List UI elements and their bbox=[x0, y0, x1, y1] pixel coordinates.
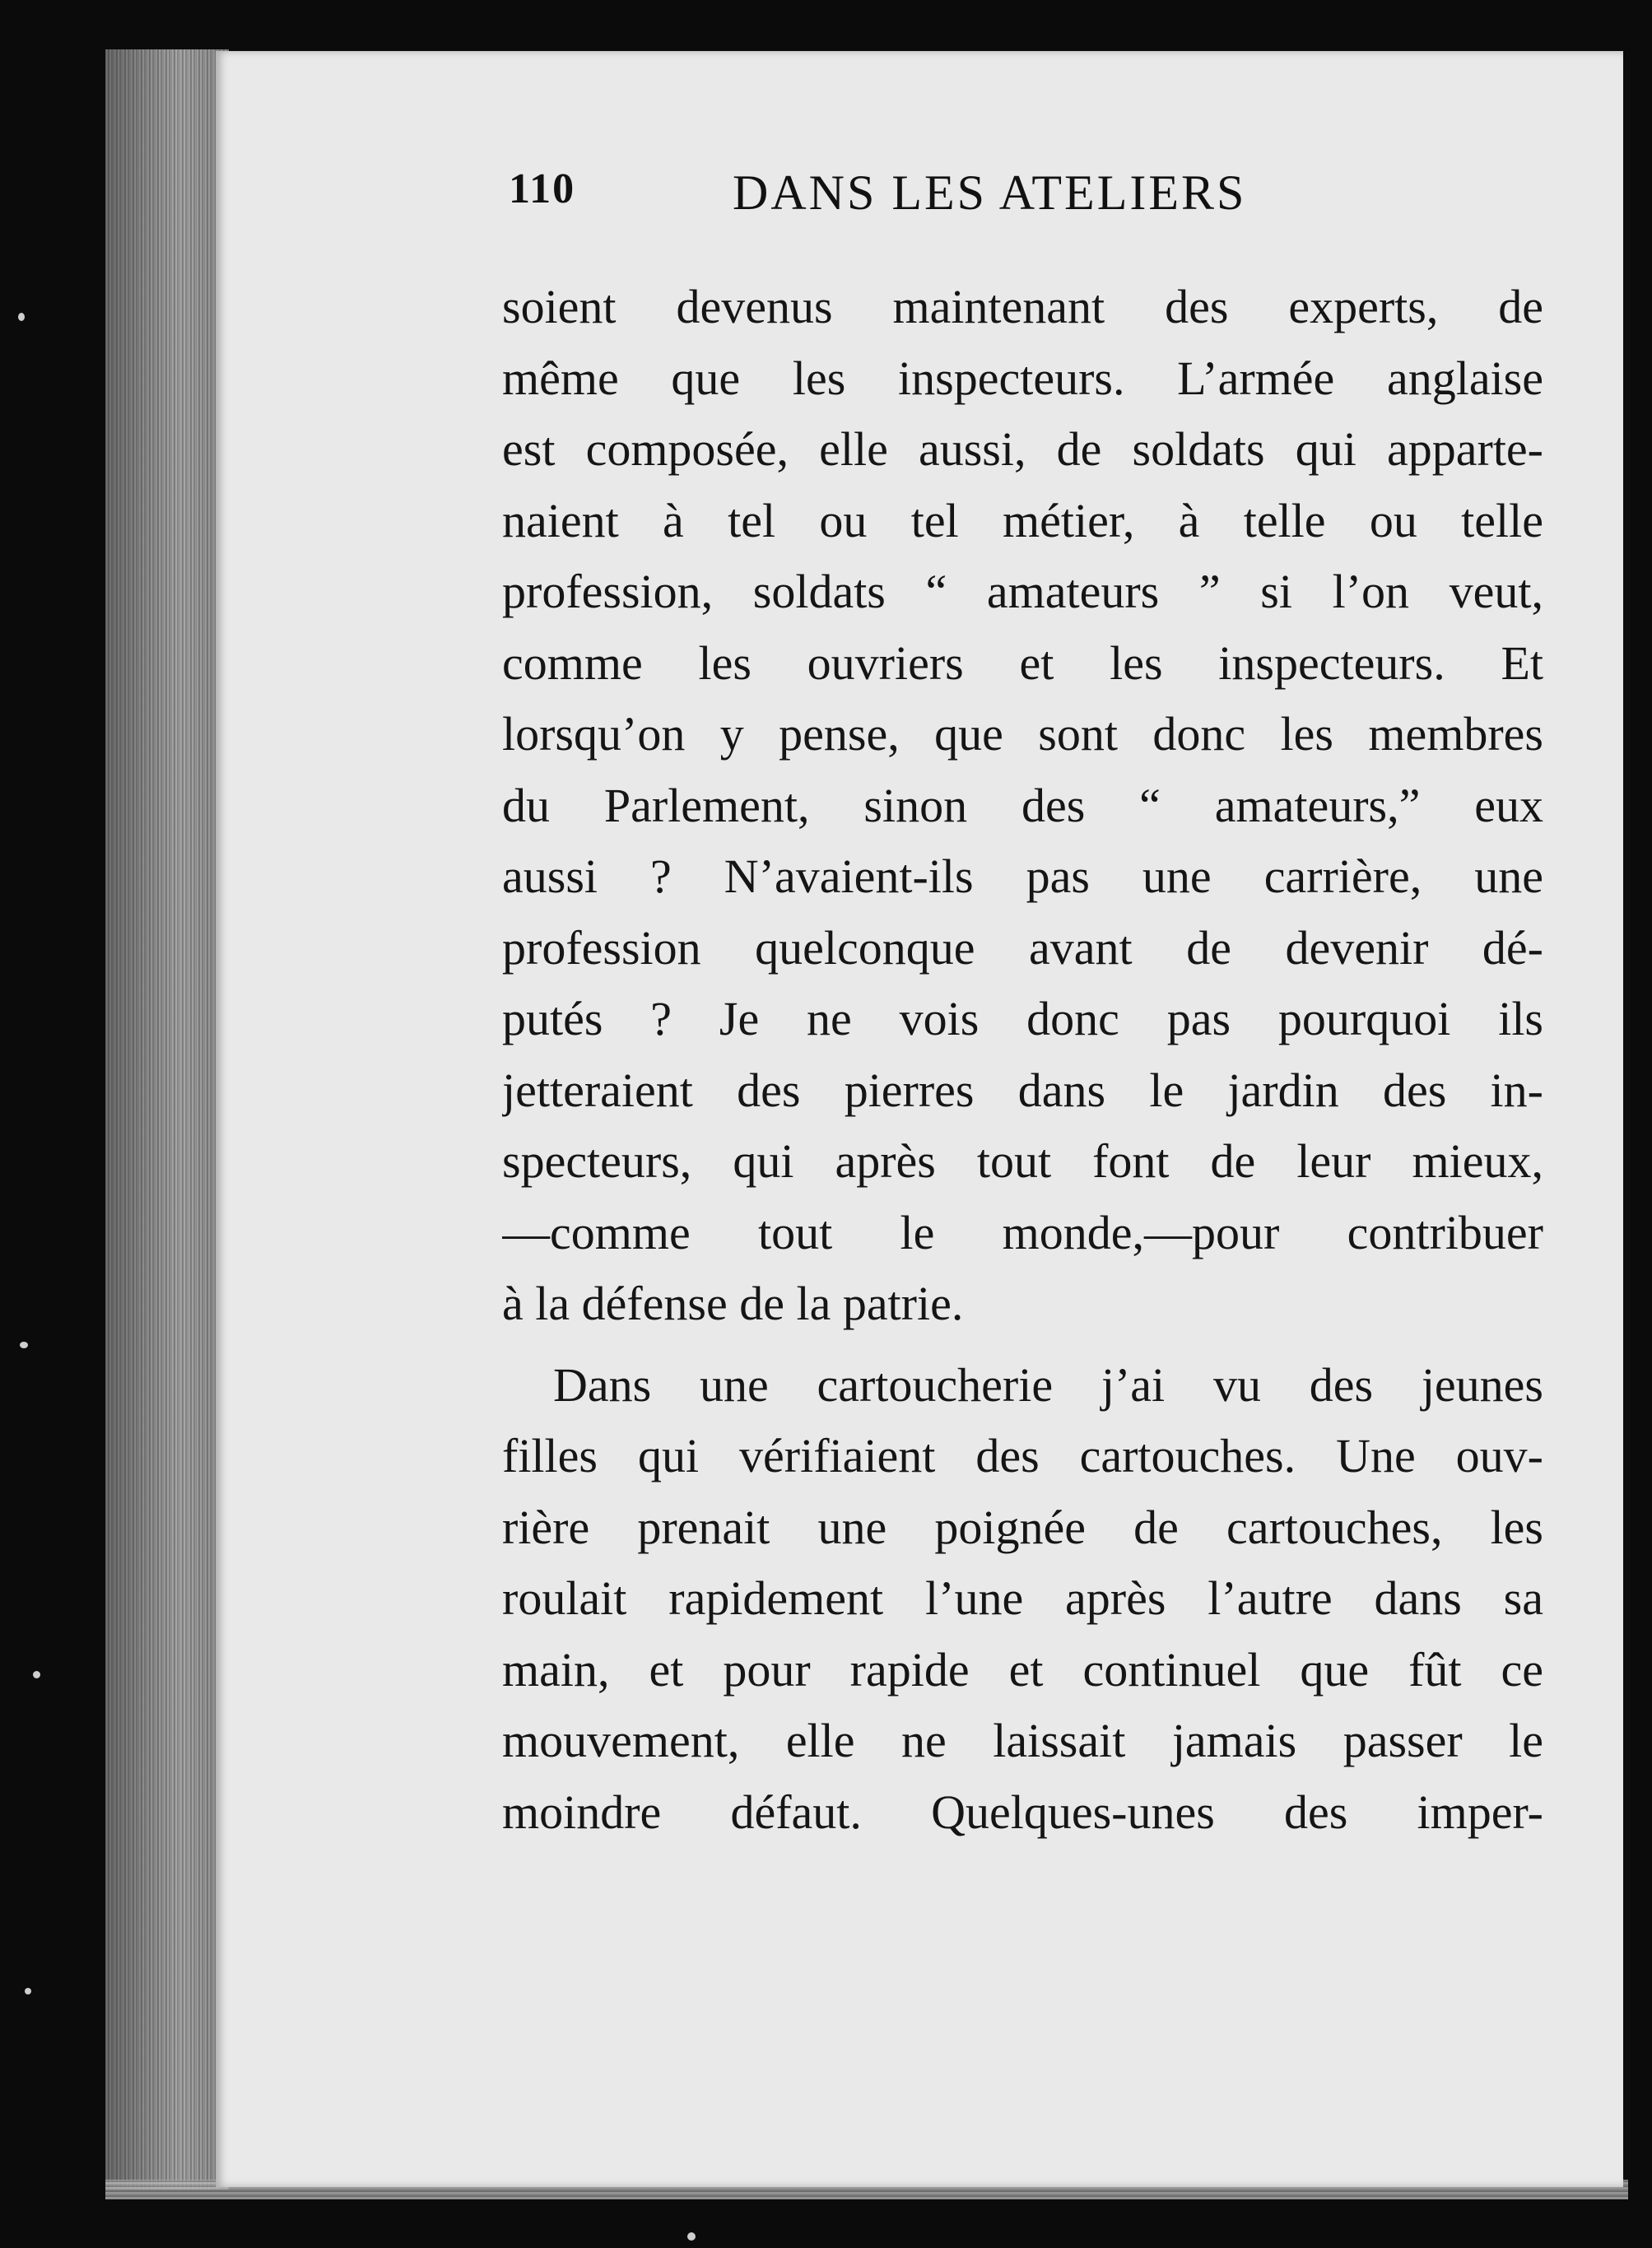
text-line: du Parlement, sinon des “ amateurs,” eux bbox=[502, 778, 1543, 832]
running-head bbox=[509, 165, 1620, 230]
text-line: soient devenus maintenant des experts, de bbox=[502, 280, 1543, 333]
text-line: naient à tel ou tel métier, à telle ou telle bbox=[502, 493, 1543, 547]
body-text bbox=[502, 272, 1543, 1848]
text-line: aussi ? N’avaient-ils pas une carrière, une bbox=[502, 849, 1543, 903]
text-line: est composée, elle aussi, de soldats qui apparte- bbox=[502, 422, 1543, 476]
paragraph-gap bbox=[502, 1340, 1543, 1350]
text-line: moindre défaut. Quelques-unes des imper- bbox=[502, 1785, 1543, 1839]
page-number: 110 bbox=[509, 165, 576, 212]
text-line: à la défense de la patrie. bbox=[502, 1277, 964, 1330]
text-line: profession quelconque avant de devenir dé- bbox=[502, 920, 1543, 975]
running-title: DANS LES ATELIERS bbox=[733, 165, 1247, 220]
text-line: specteurs, qui après tout font de leur mieux, bbox=[502, 1134, 1543, 1188]
scan-speck bbox=[687, 2232, 696, 2241]
paragraph-1 bbox=[502, 272, 1543, 1340]
text-line: main, et pour rapide et continuel que fût ce bbox=[502, 1642, 1543, 1696]
text-line: mouvement, elle ne laissait jamais passer le bbox=[502, 1714, 1543, 1767]
text-line: roulait rapidement l’une après l’autre dans sa bbox=[502, 1571, 1543, 1625]
text-line: filles qui vérifiaient des cartouches. Une ouv- bbox=[502, 1429, 1543, 1482]
text-line: —comme tout le monde,—pour contribuer bbox=[502, 1205, 1543, 1259]
text-line: profession, soldats “ amateurs ” si l’on veut, bbox=[502, 565, 1543, 618]
scan-speck bbox=[18, 313, 25, 321]
paragraph-2 bbox=[502, 1350, 1543, 1849]
scan-speck bbox=[25, 1988, 31, 1994]
text-line: rière prenait une poignée de cartouches, les bbox=[502, 1500, 1543, 1554]
scan-speck bbox=[33, 1671, 40, 1678]
text-line: lorsqu’on y pense, que sont donc les membres bbox=[502, 707, 1543, 761]
text-line: Dans une cartoucherie j’ai vu des jeunes bbox=[553, 1357, 1543, 1412]
text-line: jetteraient des pierres dans le jardin des in- bbox=[502, 1063, 1543, 1117]
text-line: même que les inspecteurs. L’armée anglaise bbox=[502, 351, 1543, 405]
text-line: putés ? Je ne vois donc pas pourquoi ils bbox=[502, 992, 1543, 1045]
text-line: comme les ouvriers et les inspecteurs. Et bbox=[502, 635, 1543, 690]
scan-speck bbox=[20, 1342, 28, 1348]
page-edges-shadow bbox=[105, 49, 229, 2190]
